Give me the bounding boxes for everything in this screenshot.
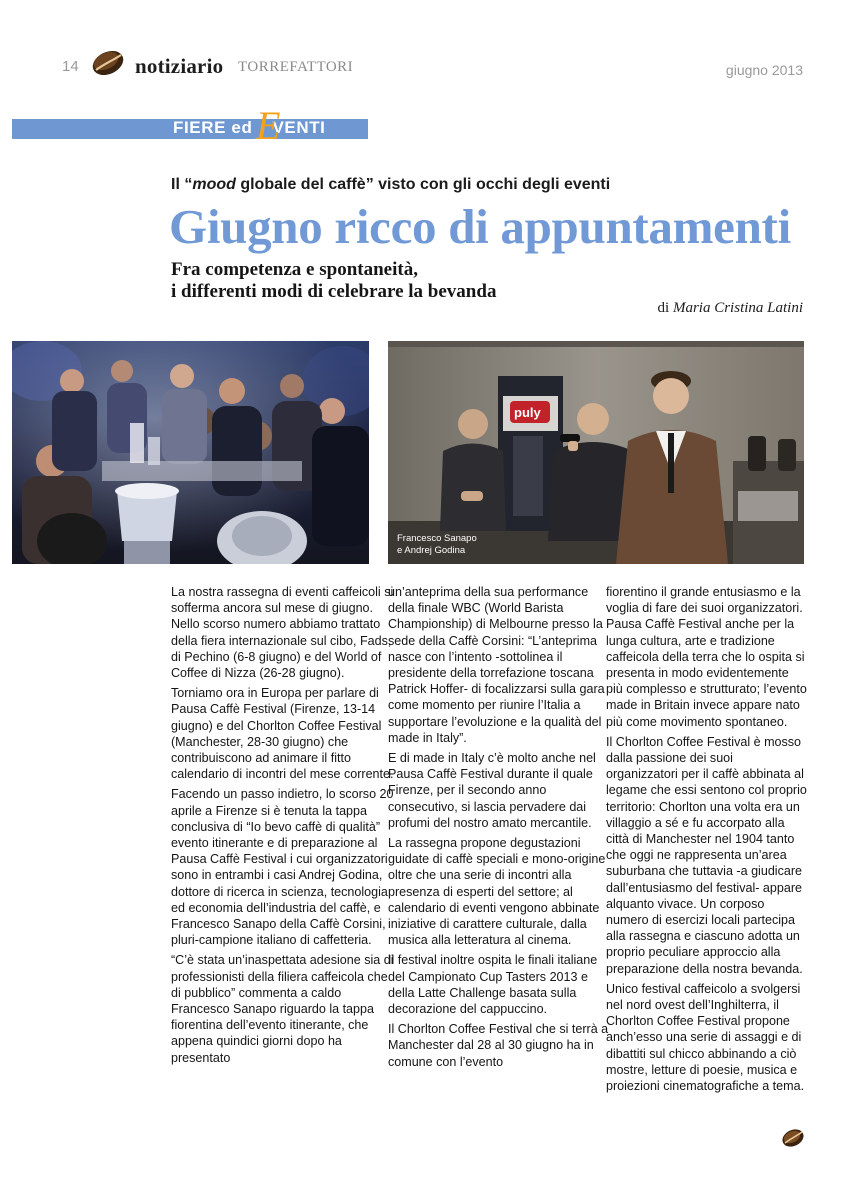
section-label — [173, 118, 326, 138]
article-subtitle — [171, 259, 496, 303]
paragraph: Il festival inoltre ospita le finali italiane del Campionato Cup Tasters 2013 e della Latte Challenge basata sulla decorazione del cappuccino. — [388, 953, 598, 1017]
paragraph: un’anteprima della sua performance della finale WBC (World Barista Championship) di Melbourne presso la sede della Caffè Corsini: “L’anteprima nasce con l’intento -sottolinea il presidente della torrefazione toscana Patrick Hoffer- di focalizzarsi sulla gara come momento per riunire l’Italia a supportare l’evoluzione e la qualità del made in Italy”. — [388, 585, 605, 745]
byline-prefix: di — [657, 300, 670, 316]
presenters-photo — [388, 341, 804, 564]
kicker-emphasis: mood — [192, 176, 236, 193]
paragraph: fiorentino il grande entusiasmo e la voglia di fare dei suoi organizzatori. Pausa Caffè Festival anche per la lunga cultura, arte e tradizione caffeicola della terra che lo ospita si presenta in modo evidentemente più complesso e strutturato; l’evento made in Britain invece appare nato più come movimento spontaneo. — [606, 585, 807, 729]
section-label-part1: FIERE ed — [173, 118, 253, 137]
subtitle-line-2: i differenti modi di celebrare la bevanda — [171, 281, 497, 302]
byline-author: Maria Cristina Latini — [672, 300, 803, 316]
photo-caption — [397, 533, 477, 557]
end-of-article-bean-icon — [781, 1127, 805, 1149]
paragraph: Unico festival caffeicolo a svolgersi nel nord ovest dell’Inghilterra, il Chorlton Coffee Festival propone anch’esso una serie di assaggi e di dibattiti sul chicco abbinando a ciò mostre, letture di poesie, musica e proiezioni cinematografiche a tema. — [606, 981, 805, 1094]
event-crowd-photo — [12, 341, 369, 564]
kicker-post: globale del caffè” visto con gli occhi degli eventi — [235, 176, 611, 193]
paragraph: La rassegna propone degustazioni guidate di caffè speciali e mono-origine oltre che una serie di incontri alla presenza di esperti del settore; al calendario di eventi vengono abbinate iniziative di carattere culturale, dalla musica alla letteratura al cinema. — [388, 836, 606, 948]
body-column-3 — [606, 584, 808, 1098]
page-number: 14 — [62, 58, 79, 75]
kicker-pre: Il “ — [171, 176, 193, 193]
paragraph: Facendo un passo indietro, lo scorso 20 aprile a Firenze si è tenuta la tappa conclusiva di “Io bevo caffè di qualità” evento itinerante e di preparazione al Pausa Caffè Festival i cui organizzatori sono in entrambi i casi Andrej Godina, dottore di ricerca in scienza, tecnologia ed economia dell’industria del caffè, e Francesco Sanapo della Caffè Corsini, pluri-campione italiano di caffetteria. — [171, 787, 394, 948]
paragraph: Il Chorlton Coffee Festival che si terrà a Manchester dal 28 al 30 giugno ha in comune con l’evento — [388, 1022, 609, 1069]
section-e-letter: E — [256, 103, 281, 148]
brand-name: notiziario — [135, 54, 224, 78]
banner-brand-text: puly — [514, 405, 541, 420]
paragraph: E di made in Italy c’è molto anche nel Pausa Caffè Festival durante il quale Firenze, per il secondo anno consecutivo, si lascia pervadere dai profumi del nostro amato mercantile. — [388, 751, 596, 830]
caption-line-2: e Andrej Godina — [397, 545, 466, 556]
subtitle-line-1: Fra competenza e spontaneità, — [171, 259, 418, 280]
paragraph: Torniamo ora in Europa per parlare di Pausa Caffè Festival (Firenze, 13-14 giugno) e del Chorlton Coffee Festival (Manchester, 28-30 giugno) che contribuiscono ad animare il fitto calendario di incontri del mese corrente. — [171, 686, 394, 782]
paragraph: Il Chorlton Coffee Festival è mosso dalla passione dei suoi organizzatori per il caffè abbinata al legame che essi sentono col proprio territorio: Chorlton una volta era un villaggio a sé e fu accorpato alla città di Manchester nel 1904 tanto che oggi ne rappresenta un’area suburbana che tuttavia -a giudicare dall’entusiasmo del festival- appare alquanto vivace. Un corposo numero di esercizi locali partecipa alla rassegna e ciascuno adotta un proprio peculiare approccio alla preparazione della nostra bevanda. — [606, 734, 807, 976]
section-label-part2: VENTI — [272, 118, 326, 137]
brand-subtitle: TORREFATTORI — [238, 59, 354, 75]
body-column-1 — [171, 584, 396, 1070]
paragraph: La nostra rassegna di eventi caffeicoli si sofferma ancora sul mese di giugno. Nello scorso numero abbiamo trattato della fiera internazionale sul cibo, Fads, di Pechino (6-8 giugno) e del World of Coffee di Nizza (26-28 giugno). — [171, 585, 394, 681]
caption-line-1: Francesco Sanapo — [397, 533, 477, 544]
body-column-2 — [388, 584, 613, 1074]
article-kicker — [171, 176, 610, 194]
coffee-bean-logo-icon — [90, 48, 126, 78]
article-title: Giugno ricco di appuntamenti — [169, 199, 791, 254]
paragraph: “C’è stata un’inaspettata adesione sia di professionisti della filiera caffeicola che di pubblico” commenta a caldo Francesco Sanapo riguardo la tappa fiorentina dell’evento itinerante, che appena quindici giorni dopo ha presentato — [171, 953, 394, 1065]
byline — [658, 300, 803, 317]
issue-date: giugno 2013 — [725, 62, 803, 78]
